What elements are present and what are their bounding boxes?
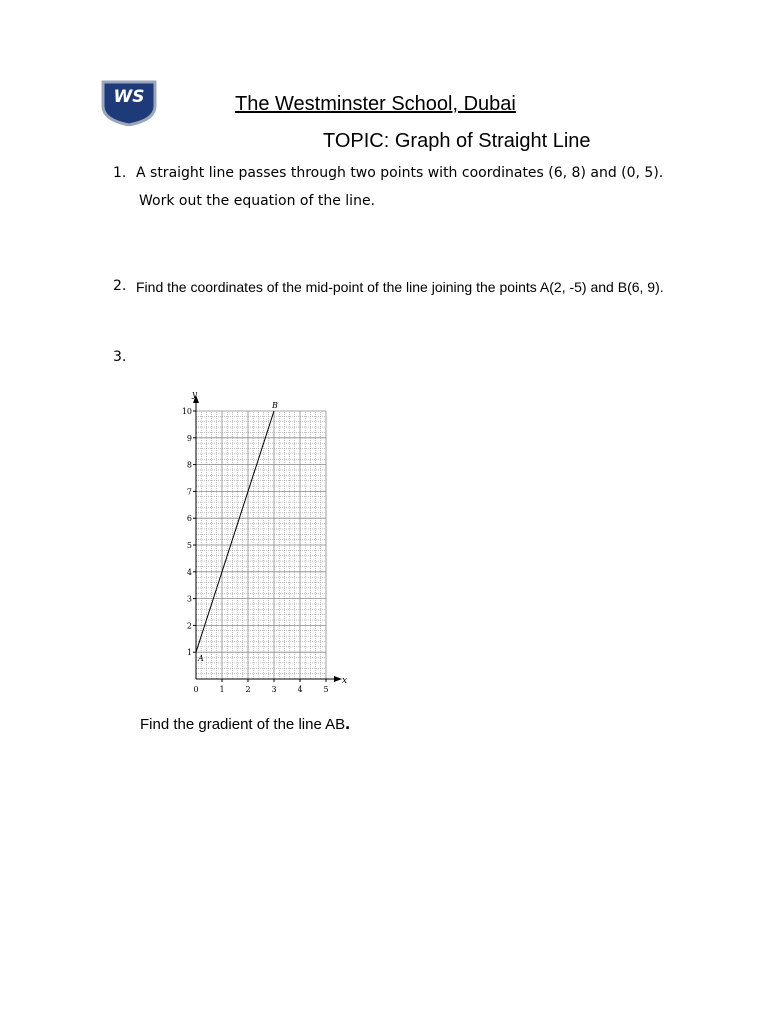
question-number-2: 2. [113,278,127,294]
question-1-text: A straight line passes through two points with coordinates (6, 8) and (0, 5). [136,165,664,181]
x-tick-label: 4 [297,685,303,694]
y-tick-label: 3 [186,594,192,604]
y-tick-label: 10 [181,407,192,416]
x-axis-arrow [334,676,342,682]
question-number-3: 3. [113,349,127,365]
graph-svg [176,386,348,696]
question-3-prompt: Find the gradient of the line AB [140,716,346,733]
x-tick-label: 1 [219,685,225,694]
y-tick-label: 8 [186,460,192,470]
line-ab [196,411,274,652]
question-1-instruction: Work out the equation of the line. [139,193,376,209]
y-tick-label: 1 [186,648,192,658]
x-tick-label: 2 [245,685,251,694]
school-name: The Westminster School, Dubai [235,93,516,115]
question-number-1: 1. [113,165,127,181]
point-label-b: B [272,401,278,410]
x-tick-label: 5 [323,685,329,694]
question-3-text [140,713,350,734]
line-graph [176,386,348,696]
question-3-period: . [345,713,351,733]
point-label-a: A [198,654,204,664]
y-tick-label: 7 [186,487,192,497]
page-title: TOPIC: Graph of Straight Line [323,130,591,152]
x-tick-label: 3 [271,685,277,694]
logo-text: WS [113,87,145,107]
x-axis-label: x [342,676,348,686]
y-tick-label: 2 [186,621,192,631]
x-tick-label: 0 [193,685,199,694]
y-tick-label: 5 [186,541,192,550]
y-axis-label: y [192,390,198,400]
y-tick-label: 4 [186,567,192,577]
shield-logo-icon [101,80,157,126]
school-logo [101,80,157,126]
question-2-text: Find the coordinates of the mid-point of the line joining the points A(2, -5) and B(6, 9). [136,279,664,295]
y-tick-label: 6 [186,514,192,524]
y-tick-label: 9 [186,433,192,443]
